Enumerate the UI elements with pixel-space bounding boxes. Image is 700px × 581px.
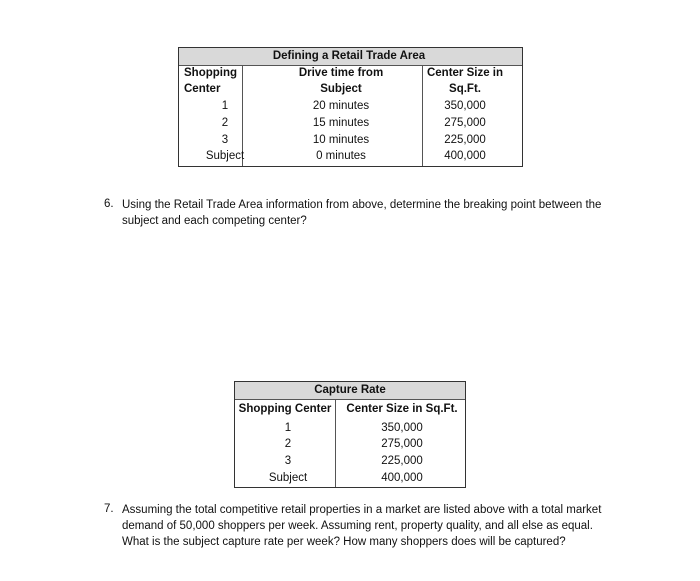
table-cell-size: 225,000 — [381, 455, 423, 467]
column-header-drive-time: Drive time from — [298, 67, 384, 79]
table-cell-center: 3 — [284, 455, 292, 467]
question-text-line: subject and each competing center? — [122, 215, 307, 227]
table-cell-size: 400,000 — [444, 150, 486, 162]
table-cell-center: 3 — [221, 134, 229, 146]
table-cell-drive-time: 15 minutes — [312, 117, 370, 129]
question-text-line: demand of 50,000 shoppers per week. Assuming rent, property quality, and all else as equal. — [122, 520, 593, 532]
retail-trade-area-table — [178, 47, 523, 167]
table-cell-size: 400,000 — [381, 472, 423, 484]
table-cell-size: 350,000 — [381, 422, 423, 434]
table-cell-center: 2 — [284, 438, 292, 450]
question-text-line: Using the Retail Trade Area information from above, determine the breaking point between the — [122, 199, 602, 211]
table-cell-size: 225,000 — [444, 134, 486, 146]
table-cell-size: 350,000 — [444, 100, 486, 112]
table-cell-center: 2 — [221, 117, 229, 129]
table-title: Defining a Retail Trade Area — [272, 50, 426, 62]
table-cell-center: Subject — [268, 472, 308, 484]
capture-rate-table — [234, 381, 466, 488]
column-header-drive-time: Subject — [320, 83, 362, 95]
column-header-center-size: Center Size in Sq.Ft. — [346, 403, 458, 415]
table-cell-drive-time: 0 minutes — [316, 150, 366, 162]
column-header-shopping-center: Shopping — [184, 67, 238, 79]
table-cell-size: 275,000 — [444, 117, 486, 129]
column-divider — [422, 65, 423, 166]
table-cell-drive-time: 20 minutes — [312, 100, 370, 112]
table-cell-size: 275,000 — [381, 438, 423, 450]
column-header-shopping-center: Shopping Center — [238, 403, 332, 415]
question-text-line: What is the subject capture rate per week? How many shoppers does will be captured? — [122, 536, 566, 548]
column-divider — [335, 399, 336, 487]
table-cell-center: Subject — [205, 150, 245, 162]
question-number: 7. — [104, 503, 114, 515]
question-number: 6. — [104, 198, 114, 210]
table-title: Capture Rate — [314, 384, 386, 396]
column-header-center-size: Sq.Ft. — [449, 83, 481, 95]
column-header-center-size: Center Size in — [426, 67, 504, 79]
table-cell-drive-time: 10 minutes — [312, 134, 370, 146]
table-cell-center: 1 — [221, 100, 229, 112]
question-text-line: Assuming the total competitive retail properties in a market are listed above with a total market — [122, 504, 602, 516]
table-cell-center: 1 — [284, 422, 292, 434]
column-header-shopping-center: Center — [184, 83, 221, 95]
